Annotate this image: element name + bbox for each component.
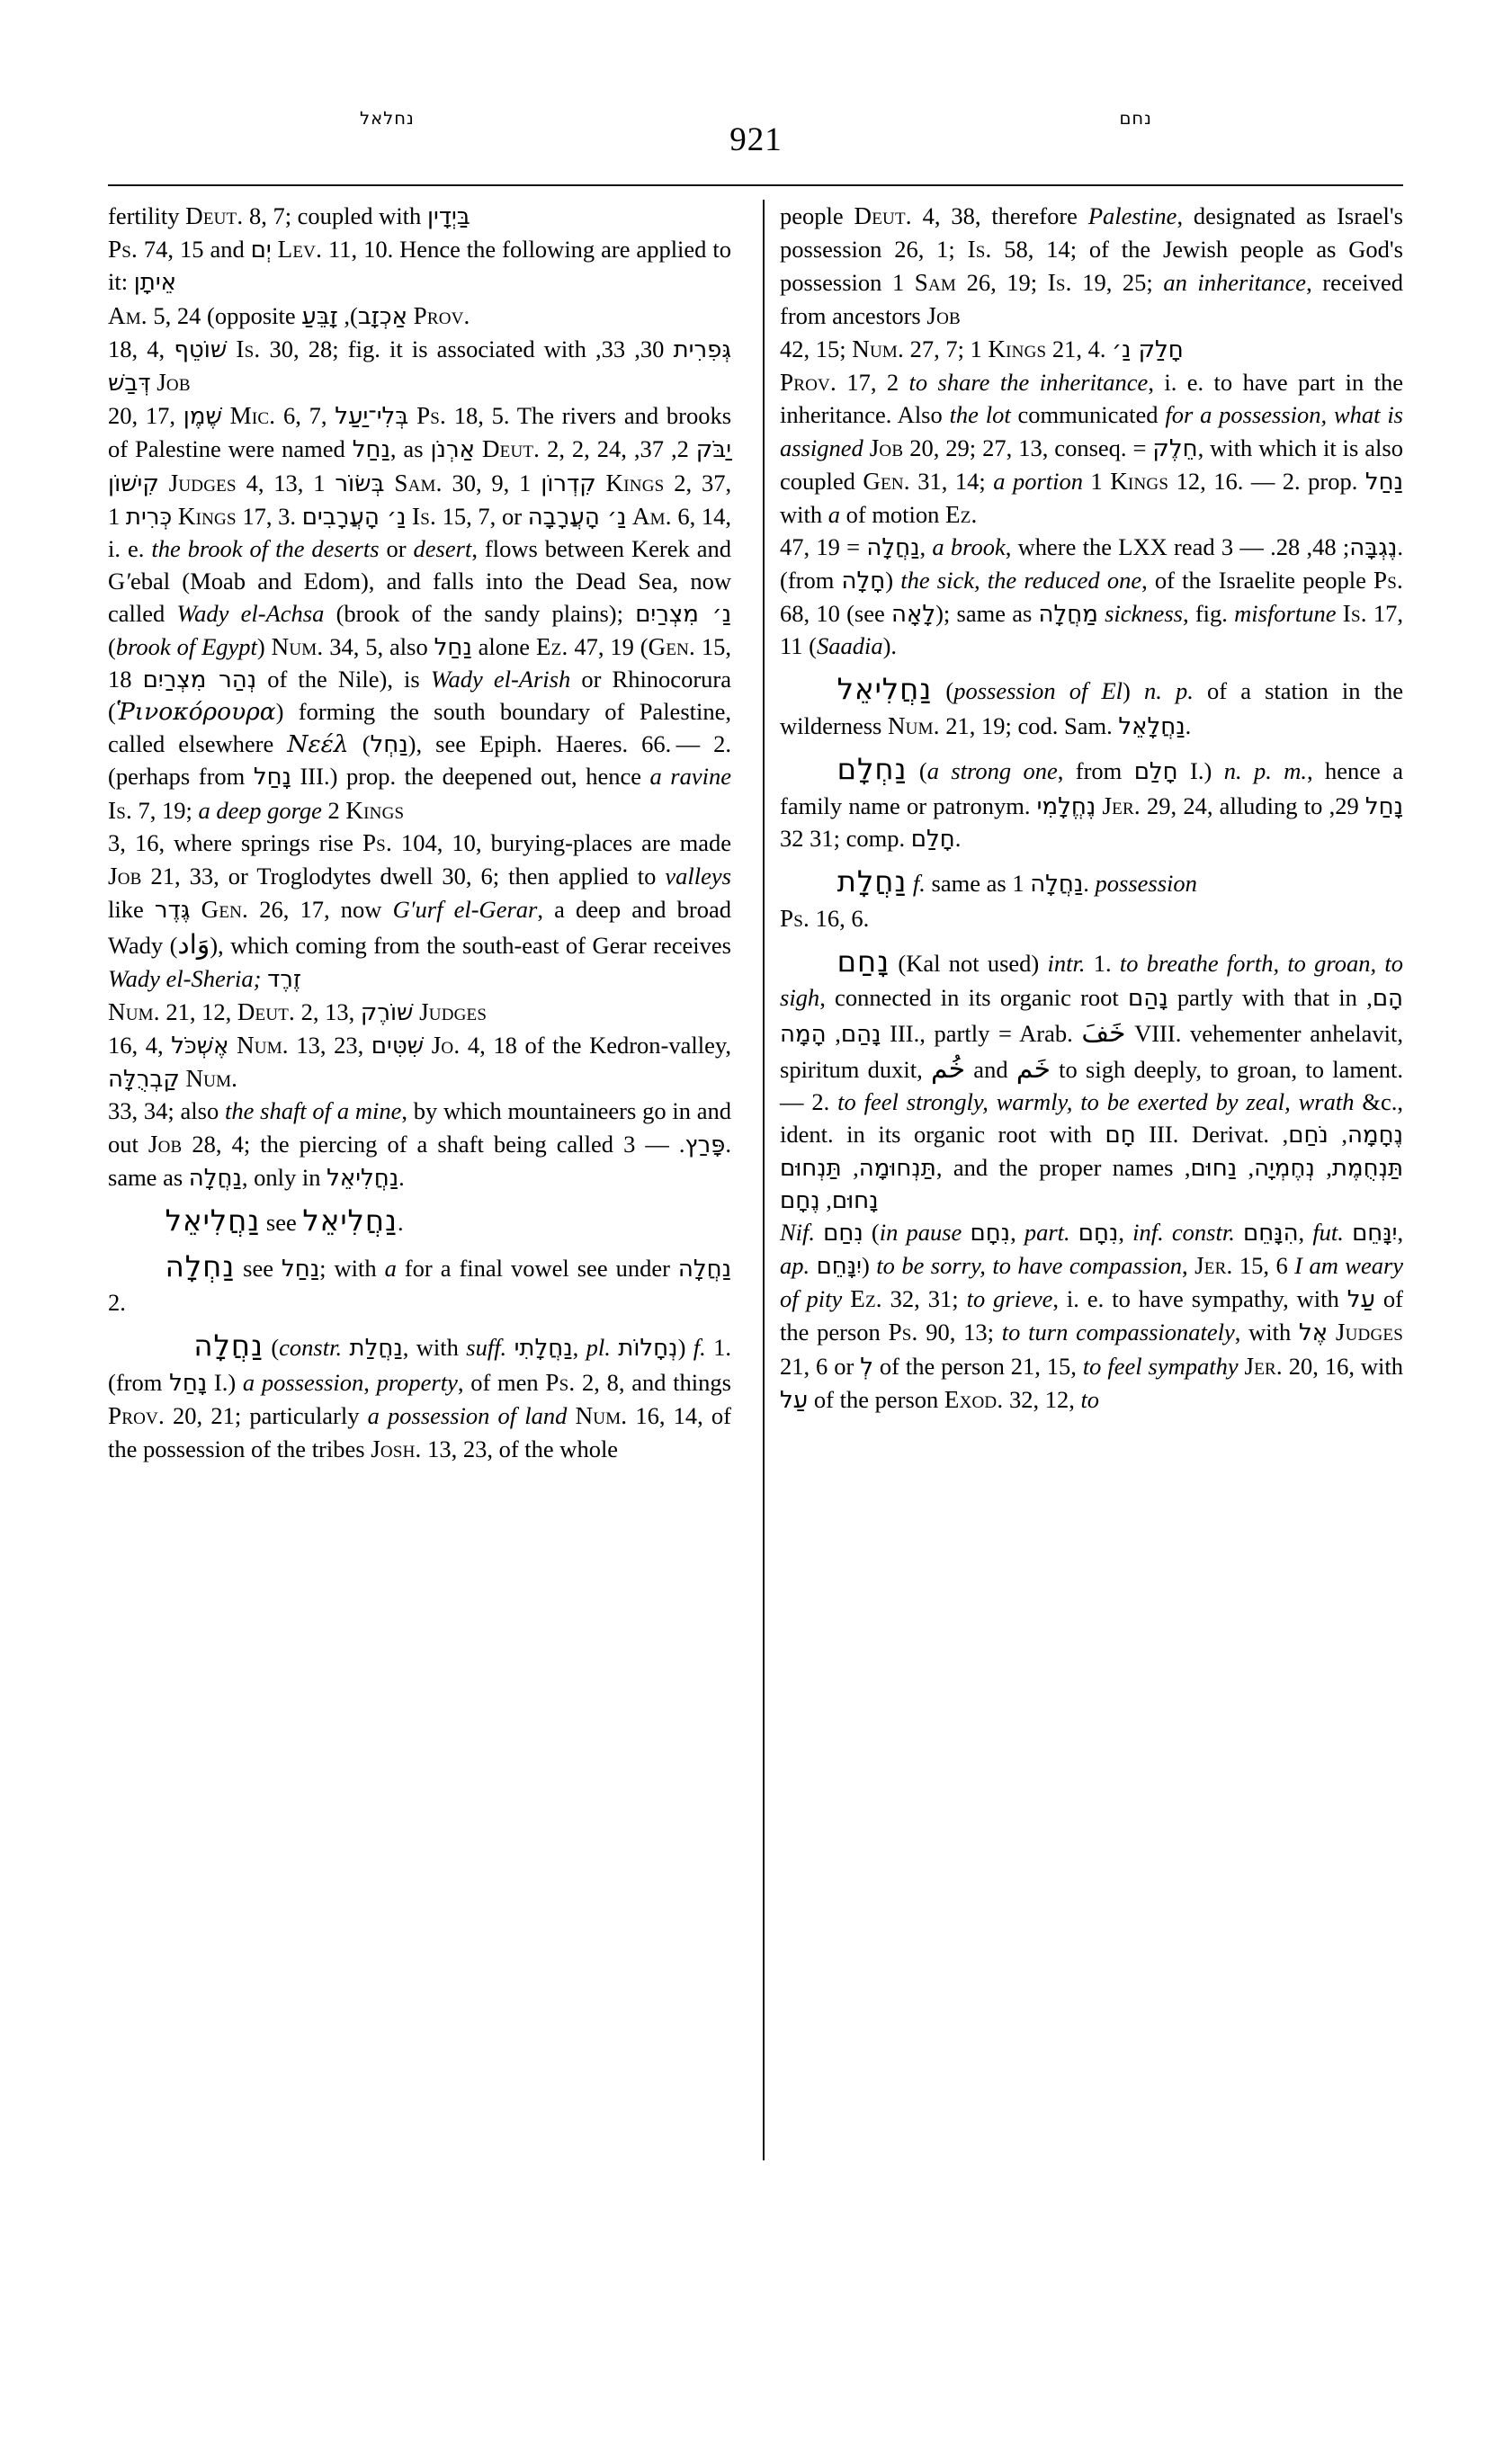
- right-column: [755, 200, 1403, 1467]
- dictionary-entry: נַחֲלָת f. same as נַחֲלָה 1. possession Ps. 16, 6.: [780, 864, 1197, 933]
- page-number: 921: [729, 121, 783, 158]
- left-column: [108, 200, 755, 1467]
- running-head: [117, 108, 1395, 180]
- running-head-left-hebrew: נחלאל: [360, 108, 415, 129]
- paragraph: fertility Deut. 8, 7; coupled with בַּיְדָין Ps. 74, 15 and יְם Lev. 11, 10. Hence the following are applied to it: אֵיתָן Am. 5, 24 (opposite אַכְזָב), זָבֵּעַ Prov. 18, 4, שׁוֹטֵף Is. 30, 28; fig. it is associated with גְּפִרִית 30, 33, דְּבַשׁ Job 20, 17, שֶׁמֶן Mic. 6, 7, בְּלִי־יַעַל Ps. 18, 5. The rivers and brooks of Palestine were named נַחַל, as אַרְנֹן Deut. 2, 2, 24, יַבֹּק 2, 37, קִישׁוֹן Judges 4, 13, בְּשׂוֹר 1 Sam. 30, 9, קִדְרוֹן 1 Kings 2, 37, כְּרִית 1 Kings 17, 3. נַ׳ הָעֲרָבִים Is. 15, 7, or נַ׳ הָעֲרָבָה Am. 6, 14, i. e. the brook of the deserts or desert, flows between Kerek and G′ebal (Moab and Edom), and falls into the Dead Sea, now called Wady el-Achsa (brook of the sandy plains); נַ׳ מִצְרַיִם (brook of Egypt) Num. 34, 5, also נַחַל alone Ez. 47, 19 (Gen. 15, 18 נְהַר מִצְרַיִם of the Nile), is Wady el-Arish or Rhinocorura (Ῥινοκόρουρα) forming the south boundary of Palestine, called elsewhere Νεέλ (נַחְל), see Epiph. Haeres. 66. — 2. (perhaps from נָחַל III.) prop. the deepened out, hence a ravine Is. 7, 19; a deep gorge 2 Kings 3, 16, where springs rise Ps. 104, 10, burying-places are made Job 21, 33, or Troglodytes dwell 30, 6; then applied to valleys like גֶּדֶר Gen. 26, 17, now G′urf el-Gerar, a deep and broad Wady (وَاد), which coming from the south-east of Gerar receives Wady el-Sheria; זֶרֶד Num. 21, 12, Deut. 2, 13, שׁוֹרֶק Judges 16, 4, אֶשְׁכֹּל Num. 13, 23, שִׁטִּים Jo. 4, 18 of the Kedron-valley, קַבְרֻלָּה Num. 33, 34; also the shaft of a mine, by which mountaineers go in and out Job 28, 4; the piercing of a shaft being called פָּרַץ. — 3. same as נַחֲלָה, only in נַחֲלִיאֵל.: [108, 202, 732, 1192]
- dictionary-entry: נַחֲלִיאֵל see נַחֲלִיאֵל.: [165, 1203, 404, 1238]
- dictionary-entry: נַחְלָם (a strong one, from חָלַם I.) n. p. m., hence a family name or patronym. נֶחֱלָמִי Jer. 29, 24, alluding to נָחַל 29, 31 32; comp. חָלַם.: [780, 752, 1404, 854]
- dictionary-entry: נַחֲלִיאֵל (possession of El) n. p. of a station in the wilderness Num. 21, 19; cod. Sam. נַחֲלָאֵל.: [780, 672, 1404, 741]
- paragraph: people Deut. 4, 38, therefore Palestine, designated as Israel's possession 26, 1; Is. 58, 14; of the Jewish people as God's possession 1 Sam 26, 19; Is. 19, 25; an inheritance, received from ancestors Job 42, 15; Num. 27, 7; 1 Kings 21, 4. חָלַק נַ׳ Prov. 17, 2 to share the inheritance, i. e. to have part in the inheritance. Also the lot communicated for a possession, what is assigned Job 20, 29; 27, 13, conseq. = חֵלֶק, with which it is also coupled Gen. 31, 14; a portion 1 Kings 12, 16. — 2. prop. נַחַל with a of motion Ez. 47, 19 = נַחֲלָה, a brook, where the LXX read נֶגְבָּה; 48, 28. — 3. (from חָלָה) the sick, the reduced one, of the Israelite people Ps. 68, 10 (see לָאָה); same as מַחֲלָה sickness, fig. misfortune Is. 17, 11 (Saadia).: [780, 202, 1404, 660]
- body-columns: [108, 200, 1403, 1467]
- dictionary-entry: נַחְלָה see נַחַל; with a for a final vowel see under נַחֲלָה 2.: [108, 1249, 731, 1317]
- dictionary-entry: נַחֲלָה (constr. נַחֲלַת, with suff. נַחֲלָתִי, pl. נְחָלוֹת) f. 1. (from נָחַל I.) a possession, property, of men Ps. 2, 8, and things Prov. 20, 21; particularly a possession of land Num. 16, 14, of the possession of the tribes Josh. 13, 23, of the whole: [108, 1328, 732, 1462]
- header-rule: [108, 184, 1403, 186]
- dictionary-entry: נָחַם (Kal not used) intr. 1. to breathe forth, to groan, to sigh, connected in its organic root נָהַם partly with that in הָם, נָהַם, הָמָה III., partly = Arab. خَفَ VIII. vehementer anhelavit, spiritum duxit, خُم and خَم to sigh deeply, to groan, to lament. — 2. to feel strongly, warmly, to be exerted by zeal, wrath &c., ident. in its organic root with חָם III. Derivat. נֶחָמָה, נֹחַם, תַּנְחוּמָה, תַּנְחוּם , and the proper names תַּנְחֻמֶת, נְחֶמְיָה, נַחוּם, נָחוּם, נֶחָם Nif. נִחַם (in pause נִחָם, part. נִחָם, inf. constr. הִנָּחֵם, fut. יִנָּחֵם, ap. יִנָּחֵם) to be sorry, to have compassion, Jer. 15, 6 I am weary of pity Ez. 32, 31; to grieve, i. e. to have sympathy, with עַל of the person Ps. 90, 13; to turn compassionately, with אֶל Judges 21, 6 or לְ of the person 21, 15, to feel sympathy Jer. 20, 16, with עַל of the person Exod. 32, 12, to: [780, 943, 1404, 1414]
- running-head-right-hebrew: נחם: [1119, 108, 1152, 129]
